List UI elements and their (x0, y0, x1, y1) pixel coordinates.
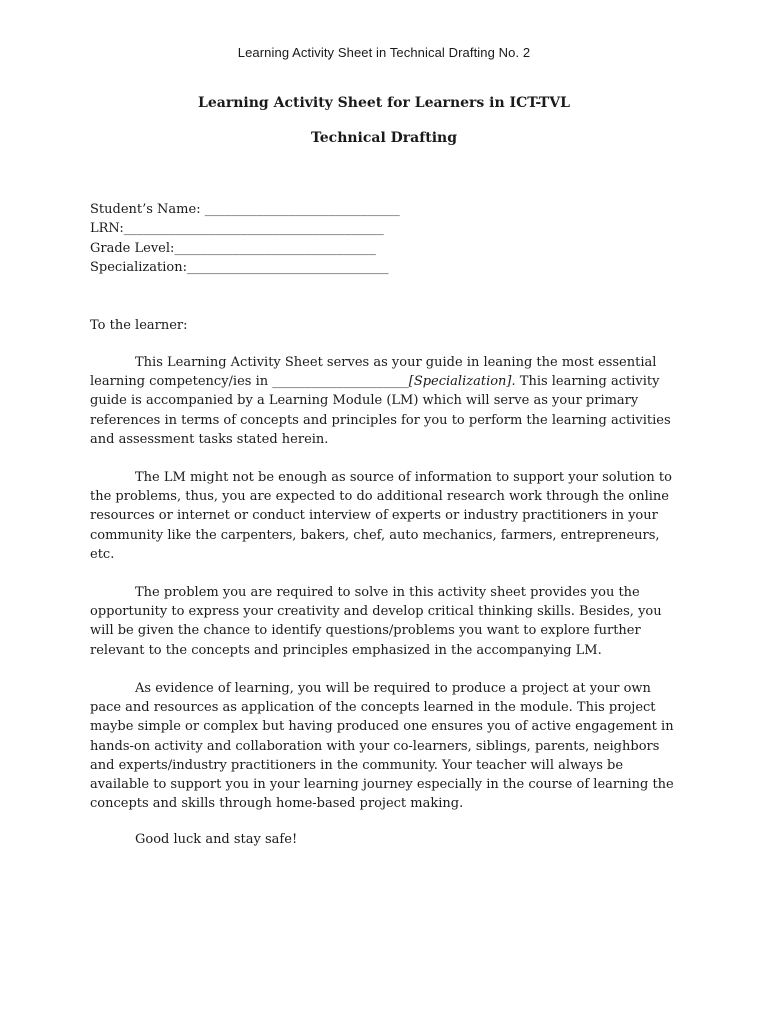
paragraph-problem: The problem you are required to solve in this activity sheet provides you the opportunity to express your creativity and develop critical thinking skills. Besides, you will be given the chance to identify questions/problems you want to explore further relevant to the concepts and principles emphasized in the accompanying LM. (90, 585, 662, 658)
document-subtitle: Technical Drafting (310, 130, 458, 146)
grade-level-field: Grade Level:_______________________________ (90, 240, 376, 256)
document-title: Learning Activity Sheet for Learners in ICT-TVL (198, 95, 570, 111)
specialization-field: Specialization:_______________________________ (90, 259, 389, 275)
student-info-fields (90, 200, 400, 277)
paragraph-intro (90, 353, 678, 449)
paragraph-intro-text: This Learning Activity Sheet serves as your guide in leaning the most essential learning competency/ies in _____________________ (90, 355, 657, 390)
paragraph-research: The LM might not be enough as source of information to support your solution to the problems, thus, you are expected to do additional research work through the online resources or internet or conduct interview of experts or industry practitioners in your community like the carpenters, bakers, chef, auto mechanics, farmers, entrepreneurs, etc. (90, 470, 672, 562)
greeting: To the learner: (90, 318, 188, 333)
running-header: Learning Activity Sheet in Technical Drafting No. 2 (237, 45, 531, 60)
lrn-field: LRN:________________________________________ (90, 221, 384, 237)
closing-line: Good luck and stay safe! (135, 832, 298, 847)
paragraph-intro-text-end: This learning activity guide is accompanied by a Learning Module (LM) which will serve as your primary references in terms of concepts and principles for you to perform the learning activities and assessment tasks stated herein. (90, 374, 671, 447)
specialization-placeholder: [Specialization]. (408, 374, 516, 390)
student-name-field: Student’s Name: ______________________________ (90, 202, 400, 217)
paragraph-evidence: As evidence of learning, you will be required to produce a project at your own pace and resources as application of the concepts learned in the module. This project maybe simple or complex but having produced one ensures you of active engagement in hands-on activity and collaboration with your co-learners, siblings, parents, neighbors and experts/industry practitioners in the community. Your teacher will always be available to support you in your learning journey especially in the course of learning the concepts and skills through home-based project making. (90, 681, 674, 812)
